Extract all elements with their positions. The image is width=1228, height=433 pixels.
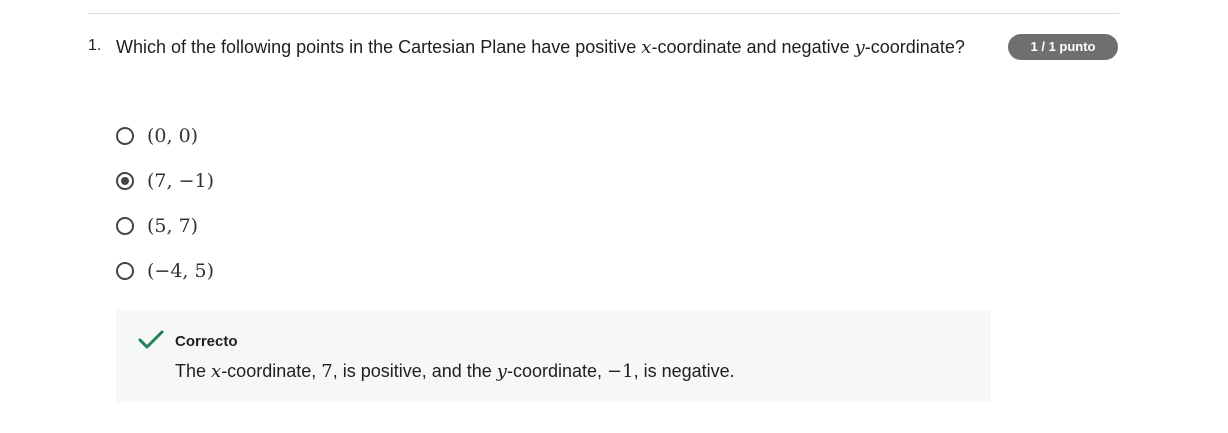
- option-3[interactable]: [116, 248, 214, 293]
- feedback-var-x: x: [211, 361, 222, 382]
- question-var-y: y: [854, 37, 865, 58]
- feedback-part5: , is negative.: [633, 361, 735, 381]
- radio-button[interactable]: [116, 127, 134, 145]
- radio-button[interactable]: [116, 262, 134, 280]
- feedback-text: [175, 361, 735, 382]
- answer-options: [116, 113, 214, 293]
- score-badge: 1 / 1 punto: [1008, 34, 1118, 60]
- option-2[interactable]: [116, 203, 214, 248]
- feedback-var-y: y: [496, 361, 507, 382]
- feedback-num-y: −1: [607, 361, 634, 382]
- question-number: 1.: [88, 37, 102, 54]
- question-text-part1: Which of the following points in the Cartesian Plane have positive: [116, 37, 642, 57]
- radio-button[interactable]: [116, 217, 134, 235]
- feedback-part2: -coordinate,: [221, 361, 322, 381]
- feedback-part4: -coordinate,: [506, 361, 608, 381]
- option-0[interactable]: [116, 113, 214, 158]
- question-text-part2: -coordinate and negative: [651, 37, 855, 57]
- feedback-title: Correcto: [175, 333, 238, 350]
- radio-button-selected[interactable]: [116, 172, 134, 190]
- feedback-part3: , is positive, and the: [332, 361, 497, 381]
- option-label: (5, 7): [147, 214, 199, 237]
- option-label: (−4, 5): [147, 259, 215, 282]
- feedback-part1: The: [175, 361, 212, 381]
- question-text: [116, 36, 965, 59]
- checkmark-icon: [138, 330, 164, 350]
- question-var-x: x: [641, 37, 652, 58]
- feedback-num-x: 7: [321, 361, 333, 382]
- option-1[interactable]: [116, 158, 214, 203]
- divider: [88, 13, 1119, 14]
- option-label: (7, −1): [147, 169, 215, 192]
- question-text-part3: -coordinate?: [864, 37, 965, 57]
- option-label: (0, 0): [147, 124, 199, 147]
- feedback-panel: [116, 310, 991, 402]
